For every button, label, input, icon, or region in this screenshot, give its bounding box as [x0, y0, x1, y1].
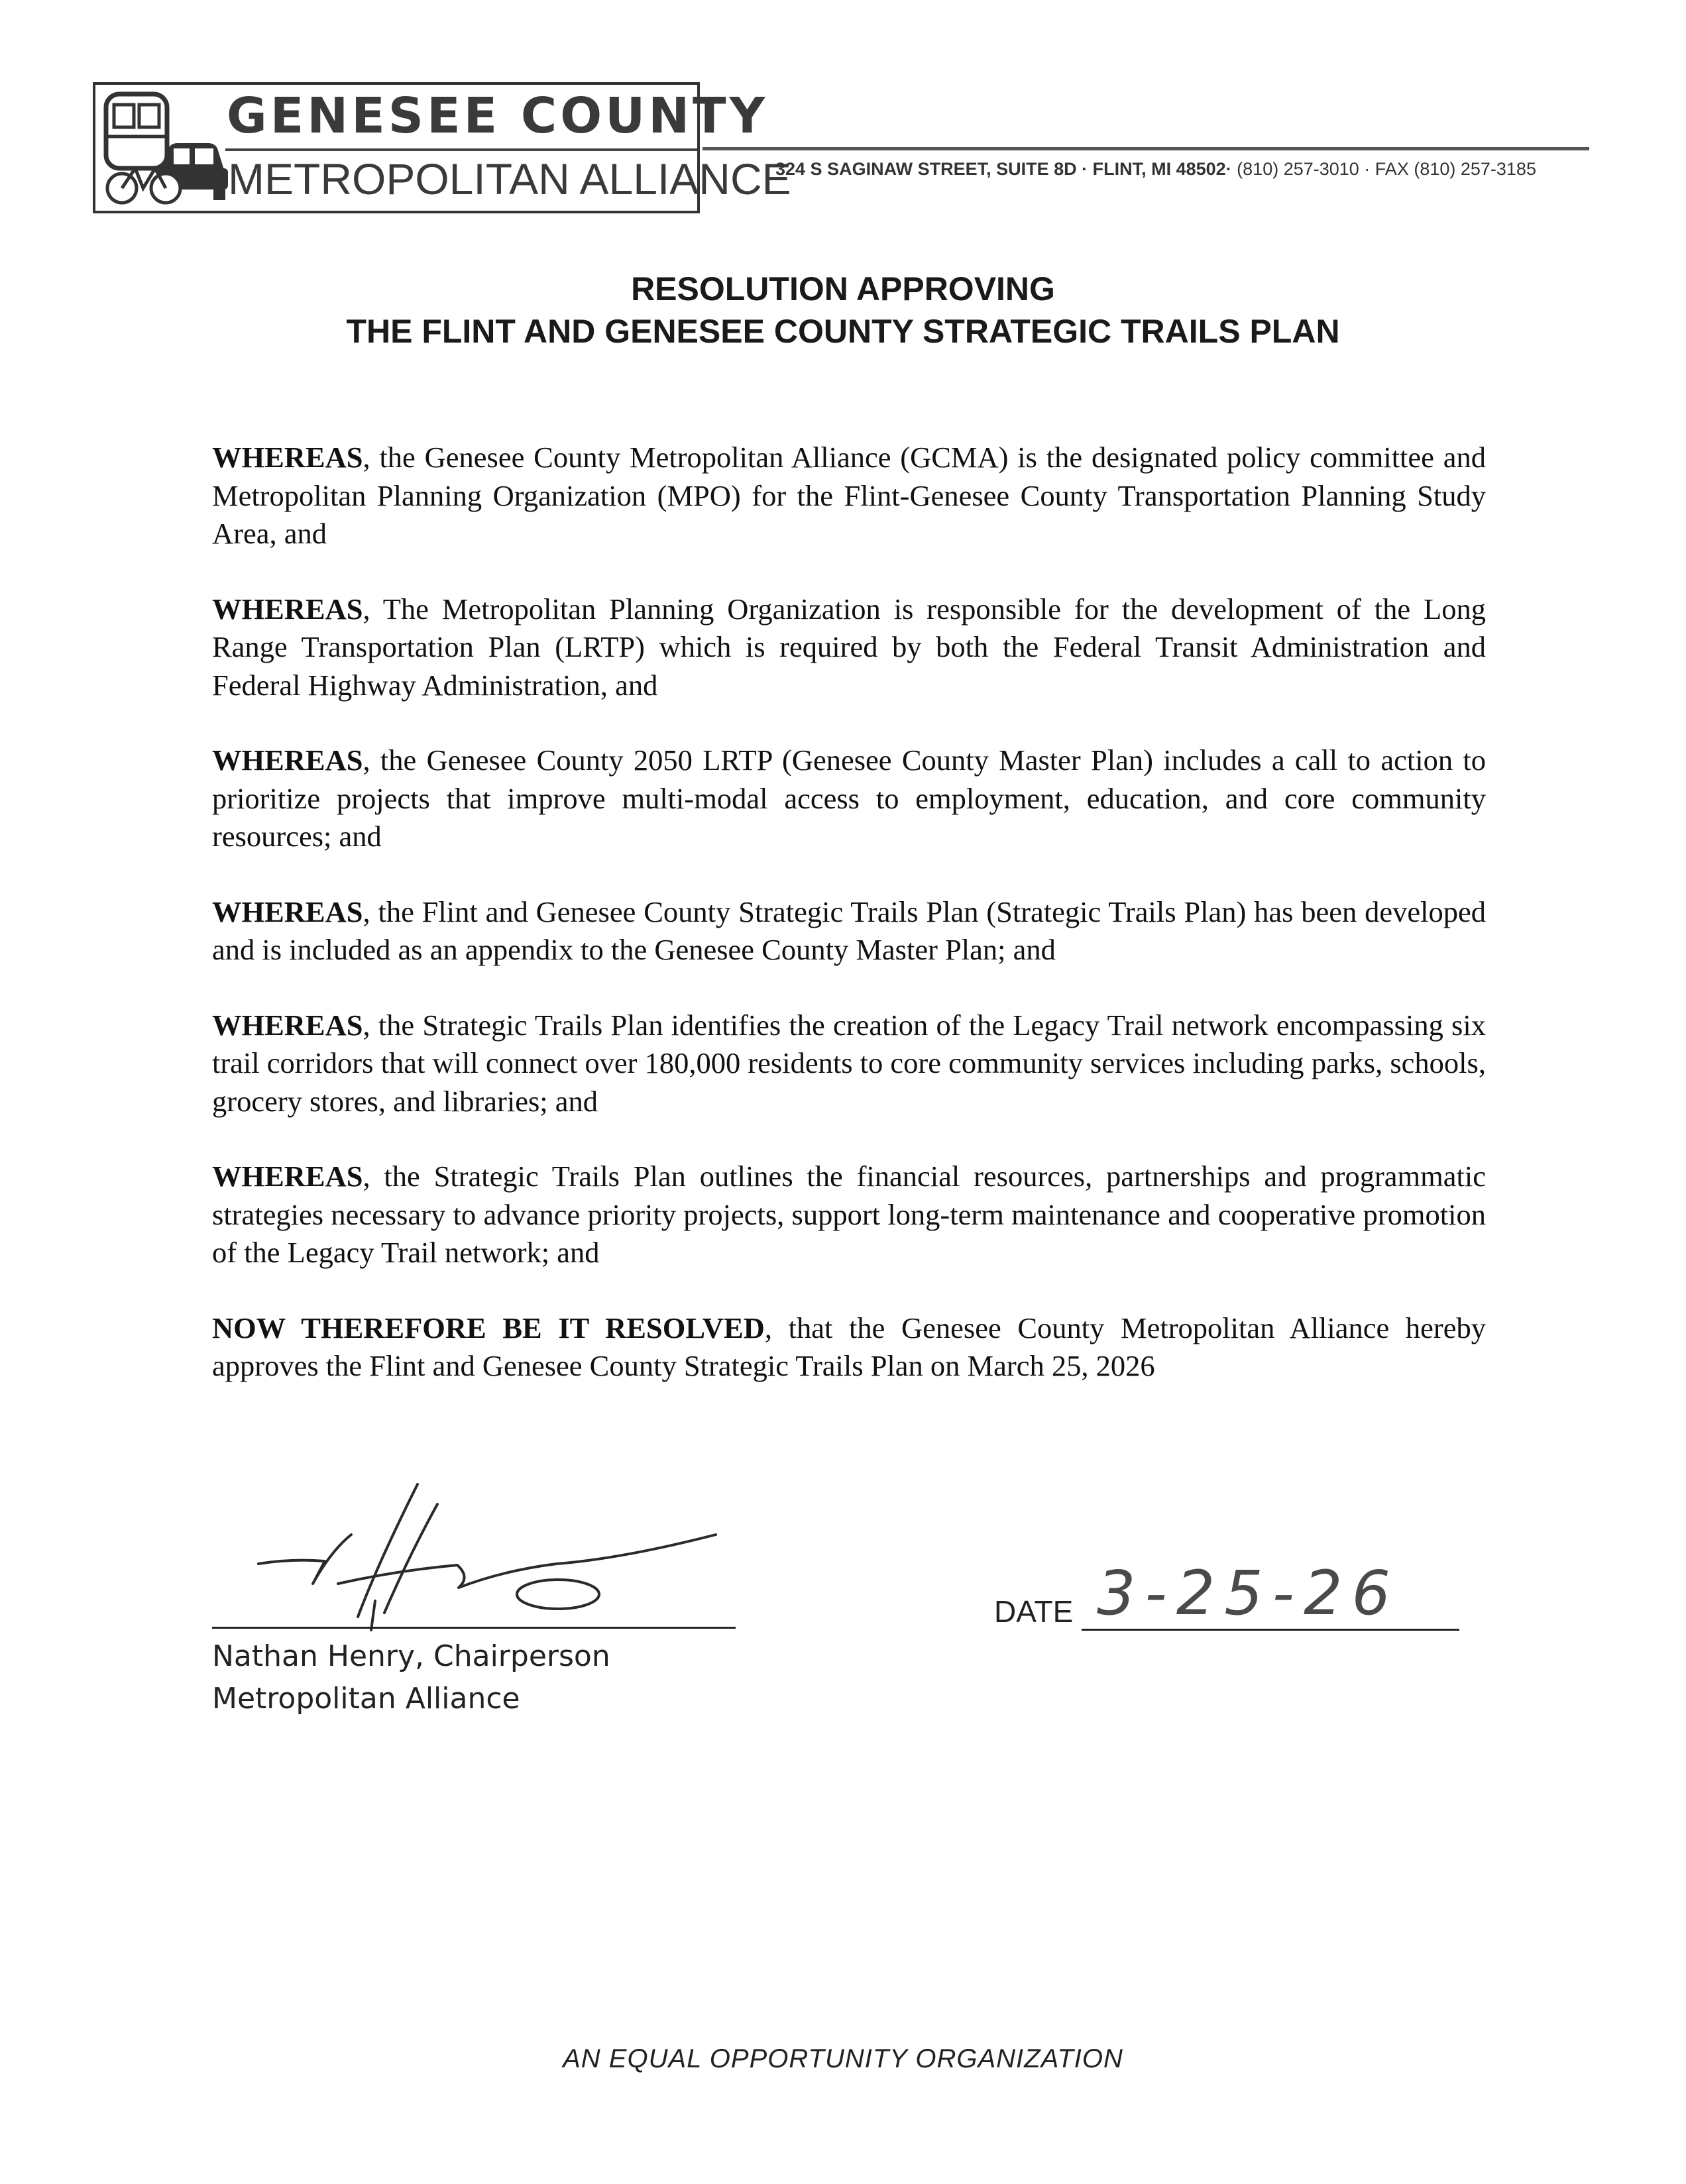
logo-title-line2: METROPOLITAN ALLIANCE: [228, 154, 791, 203]
paragraph-text: , the Genesee County 2050 LRTP (Genesee County Master Plan) includes a call to action to prioritize projects that improve multi-modal access to employment, education, and core community resources; and: [212, 743, 1486, 853]
address-phone-fax: (810) 257-3010 · FAX (810) 257-3185: [1231, 159, 1536, 179]
resolution-body: [212, 439, 1486, 1423]
resolved-paragraph: [212, 1309, 1486, 1386]
whereas-paragraph-4: [212, 893, 1486, 969]
paragraph-keyword: WHEREAS: [212, 441, 363, 474]
paragraph-text: , the Genesee County Metropolitan Alliance (GCMA) is the designated policy committee and Metropolitan Planning Organization (MPO) for the Flint-Genesee County Transportation Planning Study Area, and: [212, 441, 1486, 550]
organization-logo: [93, 82, 791, 213]
logo-title-line1: GENESEE COUNTY: [227, 87, 769, 144]
date-line: [1082, 1629, 1459, 1631]
logo-divider: [225, 148, 697, 151]
signatory-name: Nathan Henry, Chairperson: [212, 1639, 610, 1673]
whereas-paragraph-1: [212, 439, 1486, 553]
bus-car-bicycle-logo-icon: [102, 90, 235, 208]
whereas-paragraph-6: [212, 1158, 1486, 1272]
paragraph-keyword: NOW THEREFORE BE IT RESOLVED: [212, 1311, 765, 1344]
paragraph-text: , the Strategic Trails Plan identifies the creation of the Legacy Trail network encompassing six trail corridors that will connect over 180,000 residents to core community services including parks, schools, grocery stores, and libraries; and: [212, 1008, 1486, 1118]
whereas-paragraph-2: [212, 590, 1486, 705]
title-line2: THE FLINT AND GENESEE COUNTY STRATEGIC TRAILS PLAN: [346, 313, 1340, 350]
paragraph-keyword: WHEREAS: [212, 1008, 363, 1042]
paragraph-keyword: WHEREAS: [212, 1160, 363, 1193]
title-line1: RESOLUTION APPROVING: [631, 270, 1055, 307]
address-street: 324 S SAGINAW STREET, SUITE 8D · FLINT, MI 48502·: [775, 159, 1232, 179]
signatory-block: [212, 1635, 610, 1720]
handwritten-date-text: 3-25-26: [1097, 1558, 1400, 1629]
signatory-organization: Metropolitan Alliance: [212, 1682, 520, 1716]
document-title: [0, 268, 1686, 353]
paragraph-text: , that the Genesee County Metropolitan Alliance hereby approves the Flint and Genesee County Strategic Trails Plan on March 25, 2026: [212, 1311, 1486, 1382]
header-rule: [702, 147, 1589, 150]
signature-line: [212, 1627, 736, 1629]
paragraph-text: , The Metropolitan Planning Organization is responsible for the development of the Long Range Transportation Plan (LRTP) which is required by both the Federal Transit Administration and Federal Highway Administration, and: [212, 592, 1486, 702]
whereas-paragraph-5: [212, 1007, 1486, 1121]
footer-tagline: AN EQUAL OPPORTUNITY ORGANIZATION: [563, 2044, 1123, 2073]
paragraph-keyword: WHEREAS: [212, 743, 363, 777]
paragraph-text: , the Strategic Trails Plan outlines the financial resources, partnerships and programmatic strategies necessary to advance priority projects, support long-term maintenance and cooperative promotion of the Legacy Trail network; and: [212, 1160, 1486, 1269]
paragraph-keyword: WHEREAS: [212, 592, 363, 626]
date-label: DATE: [994, 1594, 1074, 1629]
organization-address: [775, 159, 1536, 180]
paragraph-keyword: WHEREAS: [212, 895, 363, 928]
paragraph-text: , the Flint and Genesee County Strategic Trails Plan (Strategic Trails Plan) has been developed and is included as an appendix to the Genesee County Master Plan; and: [212, 895, 1486, 966]
handwritten-date: [1090, 1556, 1435, 1629]
whereas-paragraph-3: [212, 741, 1486, 856]
